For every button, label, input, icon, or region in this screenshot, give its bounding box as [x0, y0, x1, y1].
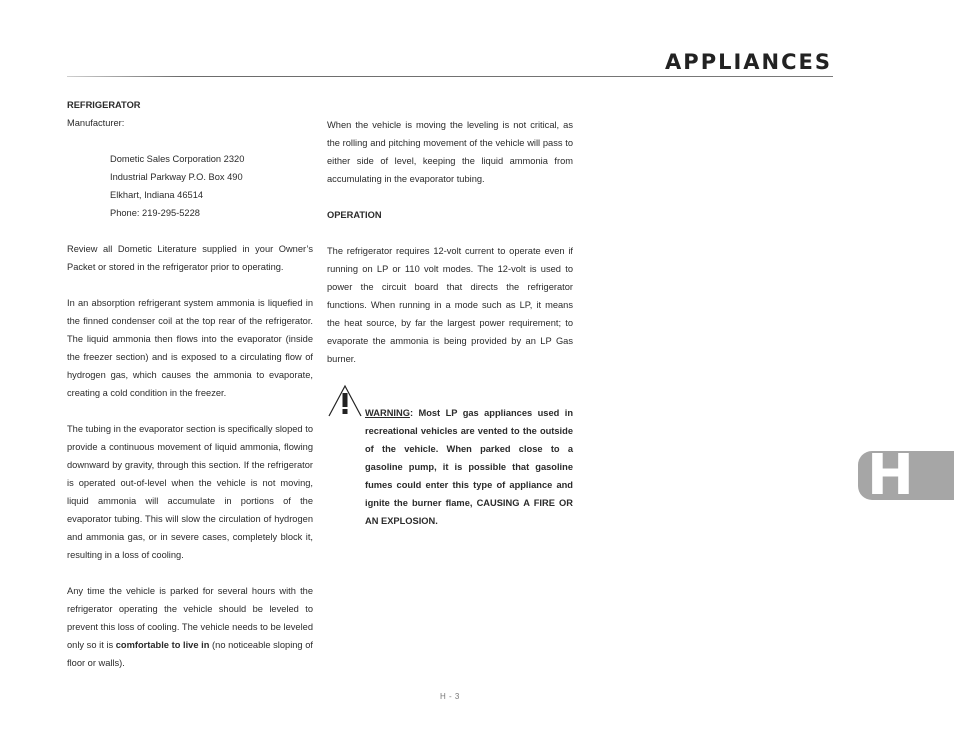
page-title: APPLIANCES [665, 50, 832, 74]
moving-paragraph: When the vehicle is moving the leveling is not critical, as the rolling and pitching movement of the vehicle will pass to either side of level, keeping the liquid ammonia from accumulating in the evaporator tubing. [327, 120, 573, 184]
parked-text-end: (no noticeable sloping of floor or walls). [67, 640, 313, 668]
warning-label: WARNING [365, 408, 410, 418]
section-tab [858, 443, 954, 508]
address-line: Elkhart, Indiana 46514 [110, 190, 204, 200]
header-rule [67, 76, 833, 77]
review-paragraph: Review all Dometic Literature supplied in your Owner’s Packet or stored in the refrigerator prior to operating. [67, 244, 313, 272]
left-column [67, 96, 313, 672]
parked-paragraph [67, 582, 313, 672]
warning-text: : Most LP gas appliances used in recreational vehicles are vented to the outside of the vehicle. When parked close to a gasoline pump, it is possible that gasoline fumes could enter this type of appliance and ignite the burner flame, CAUSING A FIRE OR AN EXPLOSION. [365, 408, 573, 526]
address-phone: Phone: 219-295-5228 [110, 208, 200, 218]
warning-block [327, 404, 573, 530]
page-number: H - 3 [440, 692, 460, 701]
right-column [327, 116, 573, 530]
manufacturer-label: Manufacturer: [67, 118, 125, 128]
manufacturer-address [110, 150, 313, 222]
address-line: Industrial Parkway P.O. Box 490 [110, 172, 243, 182]
address-line: Dometic Sales Corporation 2320 [110, 154, 245, 164]
parked-text-start: Any time the vehicle is parked for several hours with the refrigerator operating the vehicle should be leveled to prevent this loss of cooling. The vehicle needs to be leveled only so it is [67, 586, 313, 650]
tubing-paragraph: The tubing in the evaporator section is specifically sloped to provide a continuous movement of liquid ammonia, flowing downward by gravity, through this section. If the refrigerator is operated out-of-level when the vehicle is not moving, liquid ammonia will accumulate in portions of the evaporator tubing. This will slow the circulation of hydrogen and ammonia gas, or in severe cases, completely block it, resulting in a loss of cooling. [67, 424, 313, 560]
operation-heading: OPERATION [327, 210, 382, 220]
parked-text-bold: comfortable to live in [115, 640, 210, 650]
operation-paragraph: The refrigerator requires 12-volt current to operate even if running on LP or 110 volt modes. The 12-volt is used to power the circuit board that directs the refrigerator functions. When running in a mode such as LP, it means the heat source, by far the largest power requirement; to evaporate the ammonia is being provided by an LP Gas burner. [327, 246, 573, 364]
warning-triangle-icon [327, 384, 363, 424]
section-tab-letter: H [867, 443, 914, 508]
absorption-paragraph: In an absorption refrigerant system ammonia is liquefied in the finned condenser coil at the top rear of the refrigerator. The liquid ammonia then flows into the evaporator (inside the freezer section) and is exposed to a circulating flow of hydrogen gas, which causes the ammonia to evaporate, creating a cold condition in the freezer. [67, 298, 313, 398]
refrigerator-heading: REFRIGERATOR [67, 100, 141, 110]
